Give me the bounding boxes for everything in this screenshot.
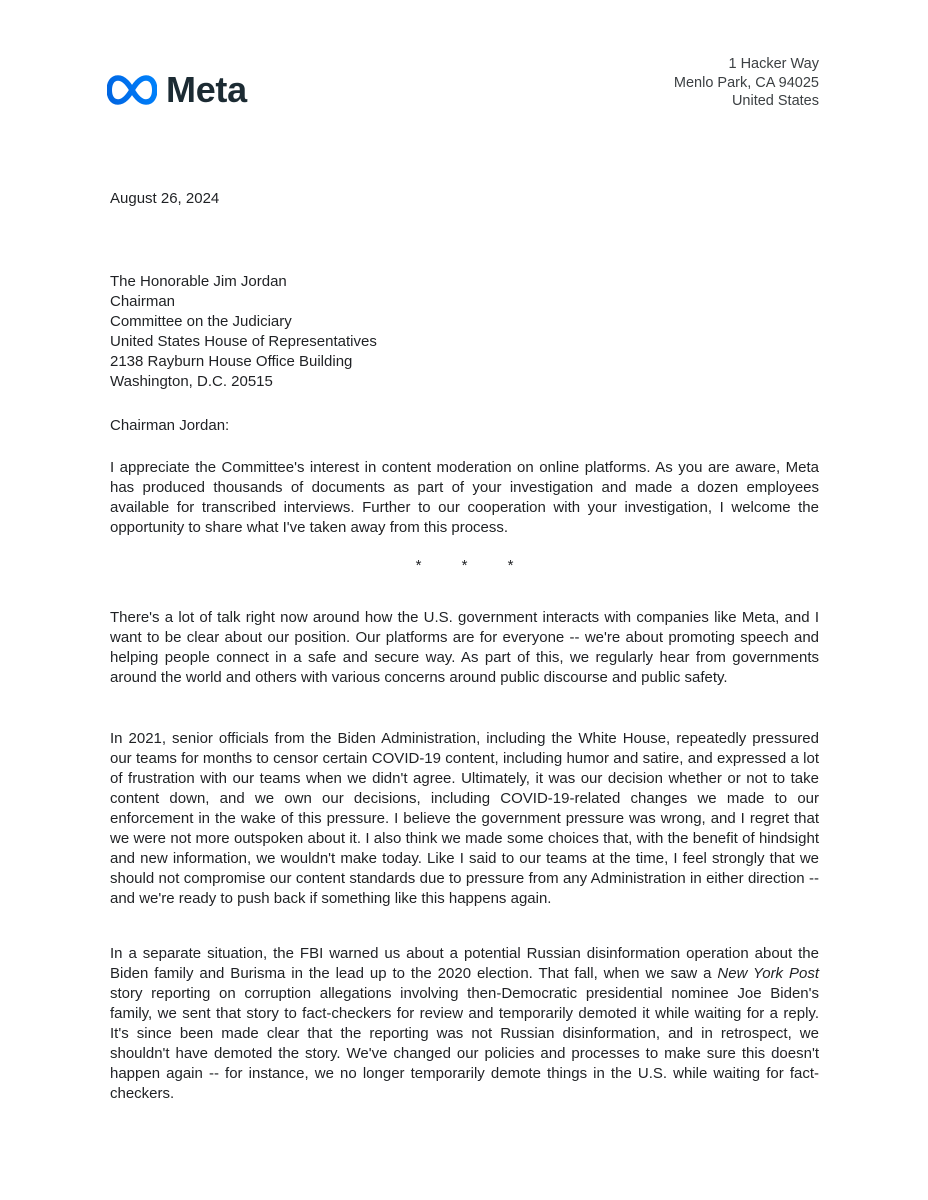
asterisk: * (507, 557, 514, 574)
meta-infinity-icon (107, 74, 157, 106)
paragraph-4 (110, 944, 819, 1104)
recipient-address (110, 272, 819, 392)
section-divider (110, 556, 819, 576)
company-address-line: Menlo Park, CA 94025 (673, 74, 819, 91)
asterisk: * (415, 557, 422, 574)
paragraph-4-publication-title: New York Post (717, 965, 819, 982)
meta-wordmark: Meta (166, 69, 247, 110)
company-address (674, 55, 819, 111)
salutation: Chairman Jordan: (110, 417, 230, 434)
paragraph-4-text-start: In a separate situation, the FBI warned us about a potential Russian disinformation operation about the Biden family and Burisma in the lead up to the 2020 election. That fall, when we saw a (110, 945, 819, 982)
recipient-line: Washington, D.C. 20515 (110, 373, 273, 390)
paragraph-3: In 2021, senior officials from the Biden Administration, including the White House, repeatedly pressured our teams for months to censor certain COVID-19 content, including humor and satire, and expressed a lot of frustration with our teams when we didn't agree. Ultimately, it was our decision whether or not to take content down, and we own our decisions, including COVID-19-related changes we made to our enforcement in the wake of this pressure. I believe the government pressure was wrong, and I regret that we were not more outspoken about it. I also think we made some choices that, with the benefit of hindsight and new information, we wouldn't make today. Like I said to our teams at the time, I feel strongly that we should not compromise our content standards due to pressure from any Administration in either direction -- and we're ready to push back if something like this happens again. (110, 730, 819, 907)
meta-logo (107, 69, 247, 110)
company-address-line: United States (731, 93, 819, 109)
paragraph-2: There's a lot of talk right now around how the U.S. government interacts with companies like Meta, and I want to be clear about our position. Our platforms are for everyone -- we're about promoting speech and helping people connect in a safe and secure way. As part of this, we regularly hear from governments around the world and others with various concerns around public discourse and public safety. (110, 609, 819, 686)
recipient-line: Committee on the Judiciary (110, 313, 292, 330)
recipient-line: Chairman (110, 293, 176, 310)
company-address-line: 1 Hacker Way (728, 56, 819, 72)
recipient-line: The Honorable Jim Jordan (110, 273, 287, 290)
recipient-line: 2138 Rayburn House Office Building (110, 353, 353, 370)
recipient-line: United States House of Representatives (110, 333, 377, 350)
paragraph-4-text-end: story reporting on corruption allegations involving then-Democratic presidential nominee Joe Biden's family, we sent that story to fact-checkers for review and temporarily demoted it while waiting for a reply. It's since been made clear that the reporting was not Russian disinformation, and in retrospect, we shouldn't have demoted the story. We've changed our policies and processes to make sure this doesn't happen again -- for instance, we no longer temporarily demote things in the U.S. while waiting for fact-checkers. (110, 985, 819, 1102)
date-line: August 26, 2024 (110, 190, 220, 207)
paragraph-1: I appreciate the Committee's interest in content moderation on online platforms. As you are aware, Meta has produced thousands of documents as part of your investigation and made a dozen employees available for transcribed interviews. Further to our cooperation with your investigation, I welcome the opportunity to share what I've taken away from this process. (110, 459, 819, 536)
asterisk: * (461, 557, 468, 574)
